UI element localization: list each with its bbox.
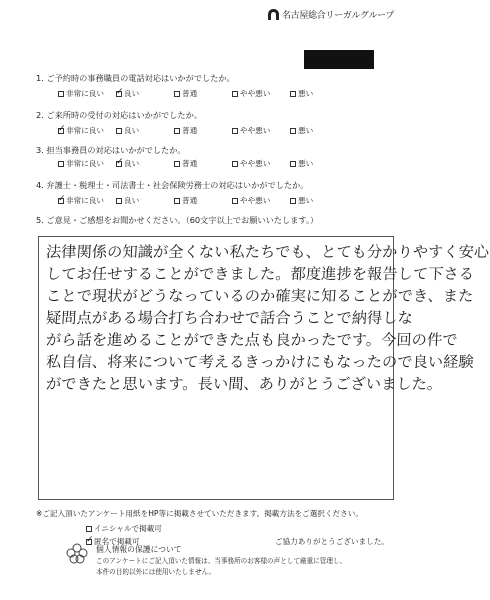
q1-option-4[interactable]: 悪い — [290, 88, 348, 99]
publication-note: ※ご記入頂いたアンケート用紙をHP等に掲載させていただきます。掲載方法をご選択ください。 — [36, 509, 363, 518]
checkbox[interactable] — [290, 198, 296, 204]
faded-stamp — [30, 10, 140, 30]
checkbox[interactable] — [232, 91, 238, 97]
q2-option-0[interactable]: ✓ 非常に良い — [58, 125, 116, 136]
checkbox-checked[interactable] — [58, 128, 64, 134]
checkbox-checked[interactable] — [116, 91, 122, 97]
question-4-label: 4. 弁護士・税理士・司法書士・社会保険労務士の対応はいかがでしたか。 — [36, 180, 309, 190]
q1-option-3[interactable]: やや悪い — [232, 88, 290, 99]
checkbox[interactable] — [58, 161, 64, 167]
question-4-options — [58, 195, 348, 206]
comment-line-3: ことで現状がどうなっているのか確実に知ることができ、また — [45, 287, 474, 305]
privacy-line-2: 本件の目的以外には使用いたしません。 — [96, 568, 216, 576]
q2-option-4[interactable]: 悪い — [290, 125, 348, 136]
q2-option-2[interactable]: 普通 — [174, 125, 232, 136]
logo-mark-icon — [268, 9, 279, 20]
checkbox[interactable] — [232, 161, 238, 167]
comment-line-7: ができたと思います。長い間、ありがとうございました。 — [45, 375, 443, 393]
comment-line-2: してお任せすることができました。都度進捗を報告して下さる — [45, 265, 475, 283]
checkbox[interactable] — [86, 526, 92, 532]
company-logo — [268, 8, 394, 21]
q3-option-4[interactable]: 悪い — [290, 158, 348, 169]
privacy-title: 個人情報の保護について — [96, 545, 182, 554]
question-1-label: 1. ご予約時の事務職員の電話対応はいかがでしたか。 — [36, 73, 235, 83]
q4-option-2[interactable]: 普通 — [174, 195, 232, 206]
checkbox[interactable] — [58, 91, 64, 97]
checkbox-checked[interactable] — [58, 198, 64, 204]
checkbox-checked[interactable] — [116, 161, 122, 167]
q3-option-2[interactable]: 普通 — [174, 158, 232, 169]
q4-option-4[interactable]: 悪い — [290, 195, 348, 206]
publication-option-anonymous[interactable]: ✓ 匿名で掲載可 — [86, 536, 140, 547]
publication-option-initials[interactable]: イニシャルで掲載可 — [86, 523, 162, 534]
checkbox[interactable] — [232, 198, 238, 204]
checkbox[interactable] — [116, 128, 122, 134]
flower-icon — [64, 541, 90, 567]
q1-option-0[interactable]: 非常に良い — [58, 88, 116, 99]
question-5-label: 5. ご意見・ご感想をお聞かせください。（60文字以上でお願いいたします。） — [36, 215, 319, 225]
q2-option-1[interactable]: 良い — [116, 125, 174, 136]
redaction-block — [304, 50, 374, 69]
comment-line-1: 法律関係の知識が全くない私たちでも、とても分かりやすく安心 — [45, 243, 490, 261]
checkbox[interactable] — [232, 128, 238, 134]
privacy-body — [96, 556, 346, 578]
comment-line-5: がら話を進めることができた点も良かったです。今回の件で — [45, 331, 459, 349]
q1-option-1[interactable]: ✓ 良い — [116, 88, 174, 99]
checkbox[interactable] — [174, 161, 180, 167]
question-1-options — [58, 88, 348, 99]
thanks-text: ご協力ありがとうございました。 — [275, 537, 389, 546]
checkbox[interactable] — [290, 91, 296, 97]
checkbox[interactable] — [174, 91, 180, 97]
privacy-line-1: このアンケートにご記入頂いた情報は、当事務所のお客様の声として厳重に管理し、 — [96, 557, 347, 565]
q1-option-2[interactable]: 普通 — [174, 88, 232, 99]
q2-option-3[interactable]: やや悪い — [232, 125, 290, 136]
question-2-options — [58, 125, 348, 136]
checkbox[interactable] — [174, 198, 180, 204]
question-2-label: 2. ご来所時の受付の対応はいかがでしたか。 — [36, 110, 202, 120]
q4-option-3[interactable]: やや悪い — [232, 195, 290, 206]
checkbox[interactable] — [290, 128, 296, 134]
checkbox[interactable] — [290, 161, 296, 167]
q4-option-1[interactable]: 良い — [116, 195, 174, 206]
comment-line-6: 私自信、将来について考えるきっかけにもなったので良い経験 — [45, 353, 475, 371]
question-3-label: 3. 担当事務員の対応はいかがでしたか。 — [36, 145, 186, 155]
question-3-options — [58, 158, 348, 169]
comment-line-4: 疑問点がある場合打ち合わせで話合うことで納得しな — [45, 309, 414, 327]
checkbox[interactable] — [116, 198, 122, 204]
company-name: 名古屋総合リーガルグループ — [282, 11, 395, 21]
q3-option-0[interactable]: 非常に良い — [58, 158, 116, 169]
q3-option-1[interactable]: ✓ 良い — [116, 158, 174, 169]
q3-option-3[interactable]: やや悪い — [232, 158, 290, 169]
q4-option-0[interactable]: ✓ 非常に良い — [58, 195, 116, 206]
checkbox[interactable] — [174, 128, 180, 134]
